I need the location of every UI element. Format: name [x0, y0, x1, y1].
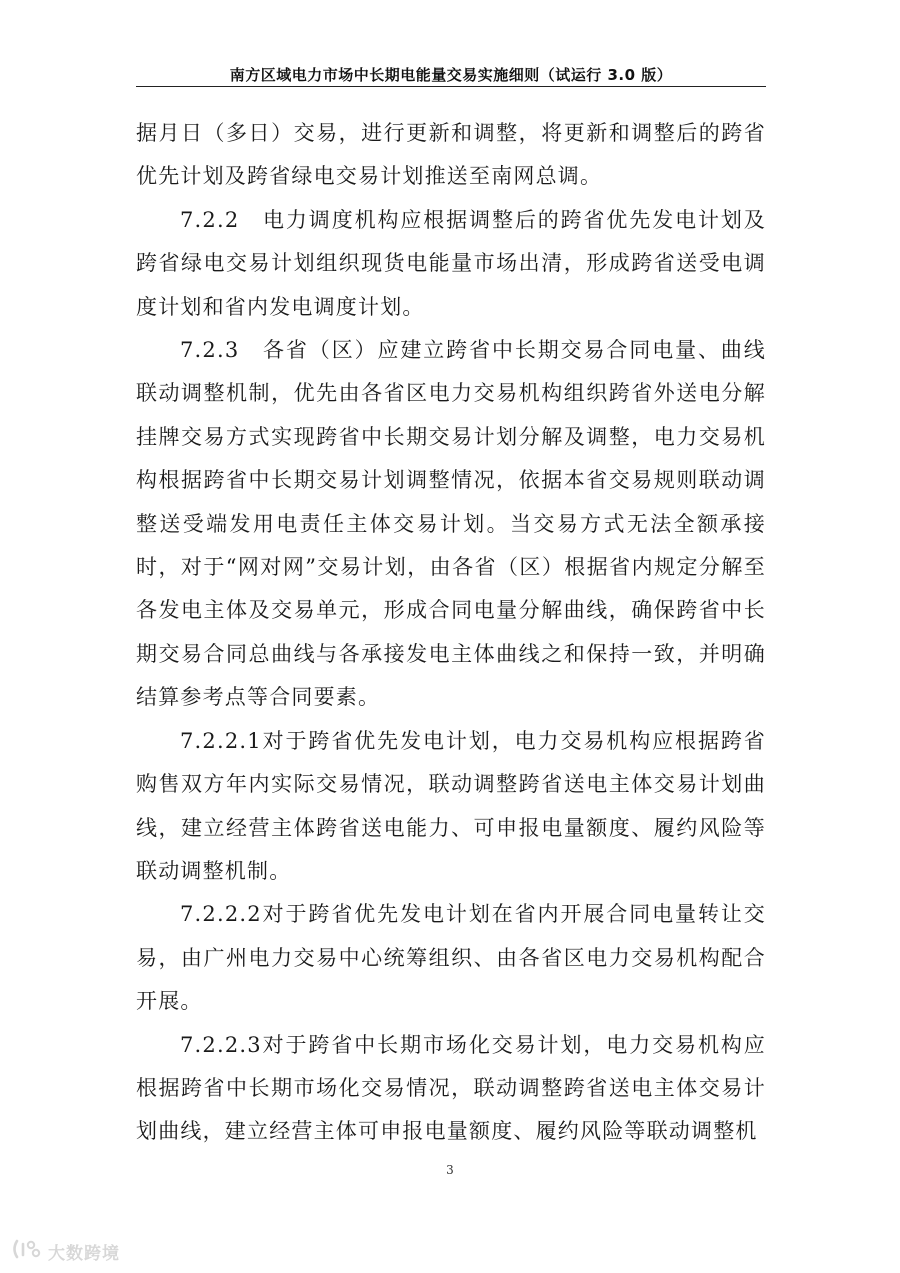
watermark [12, 1238, 120, 1264]
watermark-text: 大数跨境 [48, 1243, 120, 1264]
document-header-title: 南方区域电力市场中长期电能量交易实施细则（试运行 3.0 版） [229, 66, 673, 84]
paragraph-1: 据月日（多日）交易，进行更新和调整，将更新和调整后的跨省优先计划及跨省绿电交易计划推送至南网总调。 [136, 121, 766, 189]
document-body [136, 112, 766, 1154]
paragraph-7-2-2-2: 7.2.2.2对于跨省优先发电计划在省内开展合同电量转让交易，由广州电力交易中心统筹组织、由各省区电力交易机构配合开展。 [136, 902, 766, 1014]
paragraph-7-2-2-1: 7.2.2.1对于跨省优先发电计划，电力交易机构应根据跨省购售双方年内实际交易情况，联动调整跨省送电主体交易计划曲线，建立经营主体跨省送电能力、可申报电量额度、履约风险等联动调整机制。 [136, 728, 766, 883]
paragraph-7-2-2-3: 7.2.2.3对于跨省中长期市场化交易计划，电力交易机构应根据跨省中长期市场化交易情况，联动调整跨省送电主体交易计划曲线，建立经营主体可申报电量额度、履约风险等联动调整机 [136, 1032, 766, 1144]
page-number: 3 [446, 1163, 454, 1177]
header-divider [136, 86, 766, 87]
paragraph-7-2-2: 7.2.2 电力调度机构应根据调整后的跨省优先发电计划及跨省绿电交易计划组织现货电能量市场出清，形成跨省送受电调度计划和省内发电调度计划。 [136, 207, 766, 319]
paragraph-7-2-3: 7.2.3 各省（区）应建立跨省中长期交易合同电量、曲线联动调整机制，优先由各省区电力交易机构组织跨省外送电分解挂牌交易方式实现跨省中长期交易计划分解及调整，电力交易机构根据跨省中长期交易计划调整情况，依据本省交易规则联动调整送受端发用电责任主体交易计划。当交易方式无法全额承接时，对于“网对网”交易计划，由各省（区）根据省内规定分解至各发电主体及交易单元，形成合同电量分解曲线，确保跨省中长期交易合同总曲线与各承接发电主体曲线之和保持一致，并明确结算参考点等合同要素。 [136, 338, 766, 710]
brand-logo-icon [12, 1238, 42, 1264]
